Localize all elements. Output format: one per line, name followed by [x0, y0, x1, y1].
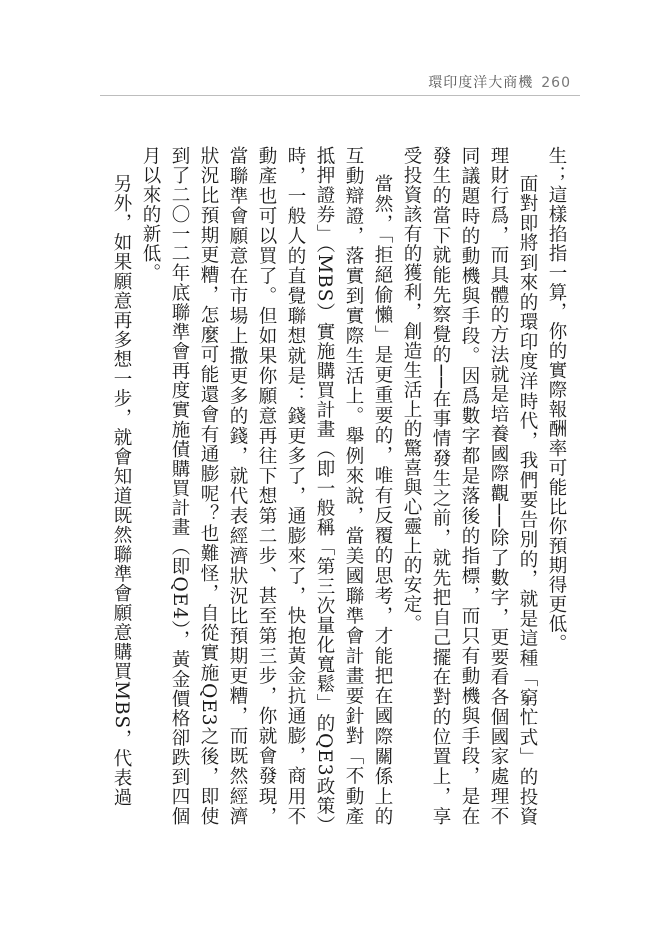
book-title: 環印度洋大商機	[428, 75, 534, 91]
paragraph-continuation: 生；這樣掐指一算，你的實際報酬率可能比你預期得更低。	[546, 146, 567, 653]
paragraph: 面對即將到來的環印度洋時代，我們要告別的，就是這種「窮忙式」的投資理財行爲，而具體的方法就是培養國際觀──除了數字，更要看各個國家處理不同議題時的動機與手段。因爲數字都是落後的指標，而只有動機與手段，是在發生的當下就能先察覺的──在事情發生之前，就先把自己擺在對的位置上，享受投資該有的獲利，創造生活上的驚喜與心靈上的安定。	[401, 146, 538, 826]
running-header	[428, 72, 571, 92]
page-number: 260	[541, 75, 571, 91]
paragraph: 另外，如果願意再多想一步，就會知道既然聯準會願意購買MBS，代表過	[111, 173, 132, 807]
header-rule	[100, 95, 580, 96]
body-text	[107, 146, 571, 826]
paragraph: 當然，「拒絕偷懶」是更重要的，唯有反覆的思考，才能把在國際關係上的互動辯證，落實到實際生活上。舉例來說，當美國聯準會計畫要針對「不動產抵押證券」（MBS）實施購買計畫（即一般稱「第三次量化寬鬆」的QE3政策）時，一般人的直覺聯想就是：錢更多了，通膨來了，快抱黃金抗通膨，商用不動產也可以買了。但如果你願意再往下想第二步、甚至第三步，你就會發現，當聯準會願意在市場上撒更多的錢，就代表經濟狀況比預期更糟，而既然經濟狀況比預期更糟，怎麼可能還會有通膨呢？也難怪，自從實施QE3之後，即使到了二〇一二年底聯準會再度實施債購買計畫（即QE4），黃金價格卻跌到四個月以來的新低。	[140, 146, 393, 826]
